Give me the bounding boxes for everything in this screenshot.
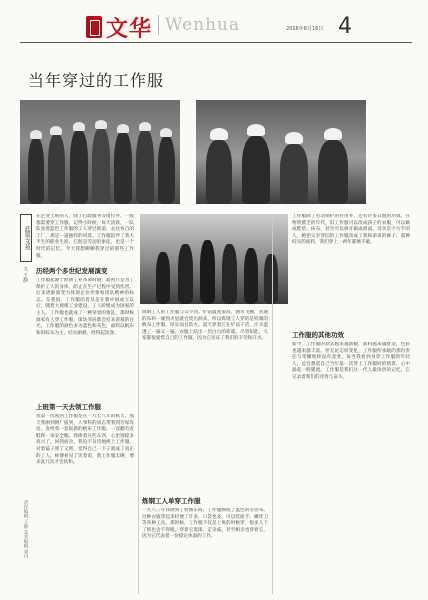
- masthead-rule: [20, 42, 412, 43]
- article-paragraph: 我第一次领到工作服是在一九七八年的秋天，那天我刚到钢厂报到，人事科的同志带我到劳保库房，发给我一套崭新的帆布工作服、一双翻毛皮鞋和一顶安全帽。我捧着这些东西，心里别提多高兴了。回到宿舍，我迫不及待地换上工作服，对着镜子照了又照，觉得自己一下子就成了真正的工人。师傅看见了笑着说，新工作服太硬，要多洗几次才会软和。: [36, 414, 134, 466]
- subhead-other-uses: 工作服的其他功效: [292, 331, 344, 339]
- column-divider: [272, 214, 273, 594]
- article-paragraph: 工作服起源于欧洲工业革命时期，最初只是为了保护工人的身体，防止在生产过程中受到伤害。后来逐渐演变为体现企业形象和团队精神的标志。在我国，工作服的普及是在新中国成立以后，随着大规模工业建设，工人阶级成为国家的主人，工作服也就成了一种荣誉的象征。那时候谁家有人穿工作服，街坊邻居都会投来羡慕的目光。工作服的颜色多为蓝色和灰色，面料以帆布和斜纹布为主，结实耐磨，经得起洗涤。: [36, 278, 134, 336]
- article-paragraph: 如今，工作服的款式越来越新颖，面料越来越舒适，色彩也越来越丰富。但无论怎样变化，工作服所承载的那份责任与荣耀始终没有改变。每当我看到身穿工作服的年轻人，总会想起自己当年第一次穿上工作服时的情景，心中涌起一股暖流。工作服是我们这一代人最珍贵的记忆，它记录着我们的青春与奋斗。: [292, 342, 410, 380]
- subhead-steelworkers: 炼钢工人单穿工作服: [142, 497, 201, 505]
- article-paragraph: 炼钢工人的工作服与众不同。炉前温度很高，钢水飞溅，普通的布料一碰到火星就会烧出洞来，所以炼钢工人穿的是特制的帆布工作服，厚实而且防火。夏天穿着它在炉前干活，汗水湿透了一遍又一遍，衣服上结出一层白白的盐霜。尽管如此，大家都很爱惜自己的工作服，因为它见证了我们的辛劳和汗水。: [142, 310, 268, 342]
- section-title-english: Wenhua: [158, 15, 240, 35]
- column-tag: 蓝领文苑: [20, 214, 32, 262]
- workers-group-photo: [20, 100, 180, 204]
- editor-credit: 责任编辑 王静 美术编辑 刘丹: [23, 500, 28, 559]
- page-number: 4: [338, 14, 352, 39]
- dateline: 2016年8月16日: [286, 26, 324, 32]
- article-paragraph: 在企业上班的人，除了行政服务等岗位外，一般都需要穿工作服。记得小时候，每天清晨，一队队身着蓝色工作服的工人穿过街道，去往各自的工厂，那是一道独特的风景。工作服陪伴了我大半生的职业生涯，它既是劳动的象征，也是一个时代的记忆。今天我想聊聊我穿过的那些工作服。: [36, 214, 134, 259]
- furnace-workers-photo: [140, 214, 288, 304]
- section-title: 文华: [106, 17, 153, 42]
- article-byline: 文 王静: [22, 266, 28, 283]
- subhead-history: 历经两个多世纪发展演变: [36, 267, 108, 275]
- subhead-first-day: 上班第一天去领工作服: [36, 403, 101, 411]
- article-paragraph: 一九八三年我调到了机修车间，工作服换成了蓝色的劳动布。这种衣服穿起来轻便了许多，口袋也多，可以装扳手、螺丝刀等各种工具。那时候，工作服不仅是上班的时候穿，很多人下了班也舍不得脱，穿着它逛街、走亲戚，甚至相亲也穿着它，因为它代表着一份稳定体面的工作。: [142, 508, 268, 540]
- female-workers-photo: [196, 100, 366, 204]
- article-headline: 当年穿过的工作服: [28, 71, 165, 90]
- section-seal-icon: [86, 16, 102, 38]
- article-paragraph: 工作服除了劳动保护的作用外，还有许多其他的功效。在物资匮乏的年代，旧工作服可以改成孩子的衣服，可以做成鞋垫、抹布，甚至可以拆开做成被面。母亲是个巧手的人，她把父亲穿旧的工作服改成了我和弟弟的裤子，那种结实的面料，我们穿上一两年都磨不破。: [292, 214, 410, 246]
- column-divider: [138, 310, 139, 594]
